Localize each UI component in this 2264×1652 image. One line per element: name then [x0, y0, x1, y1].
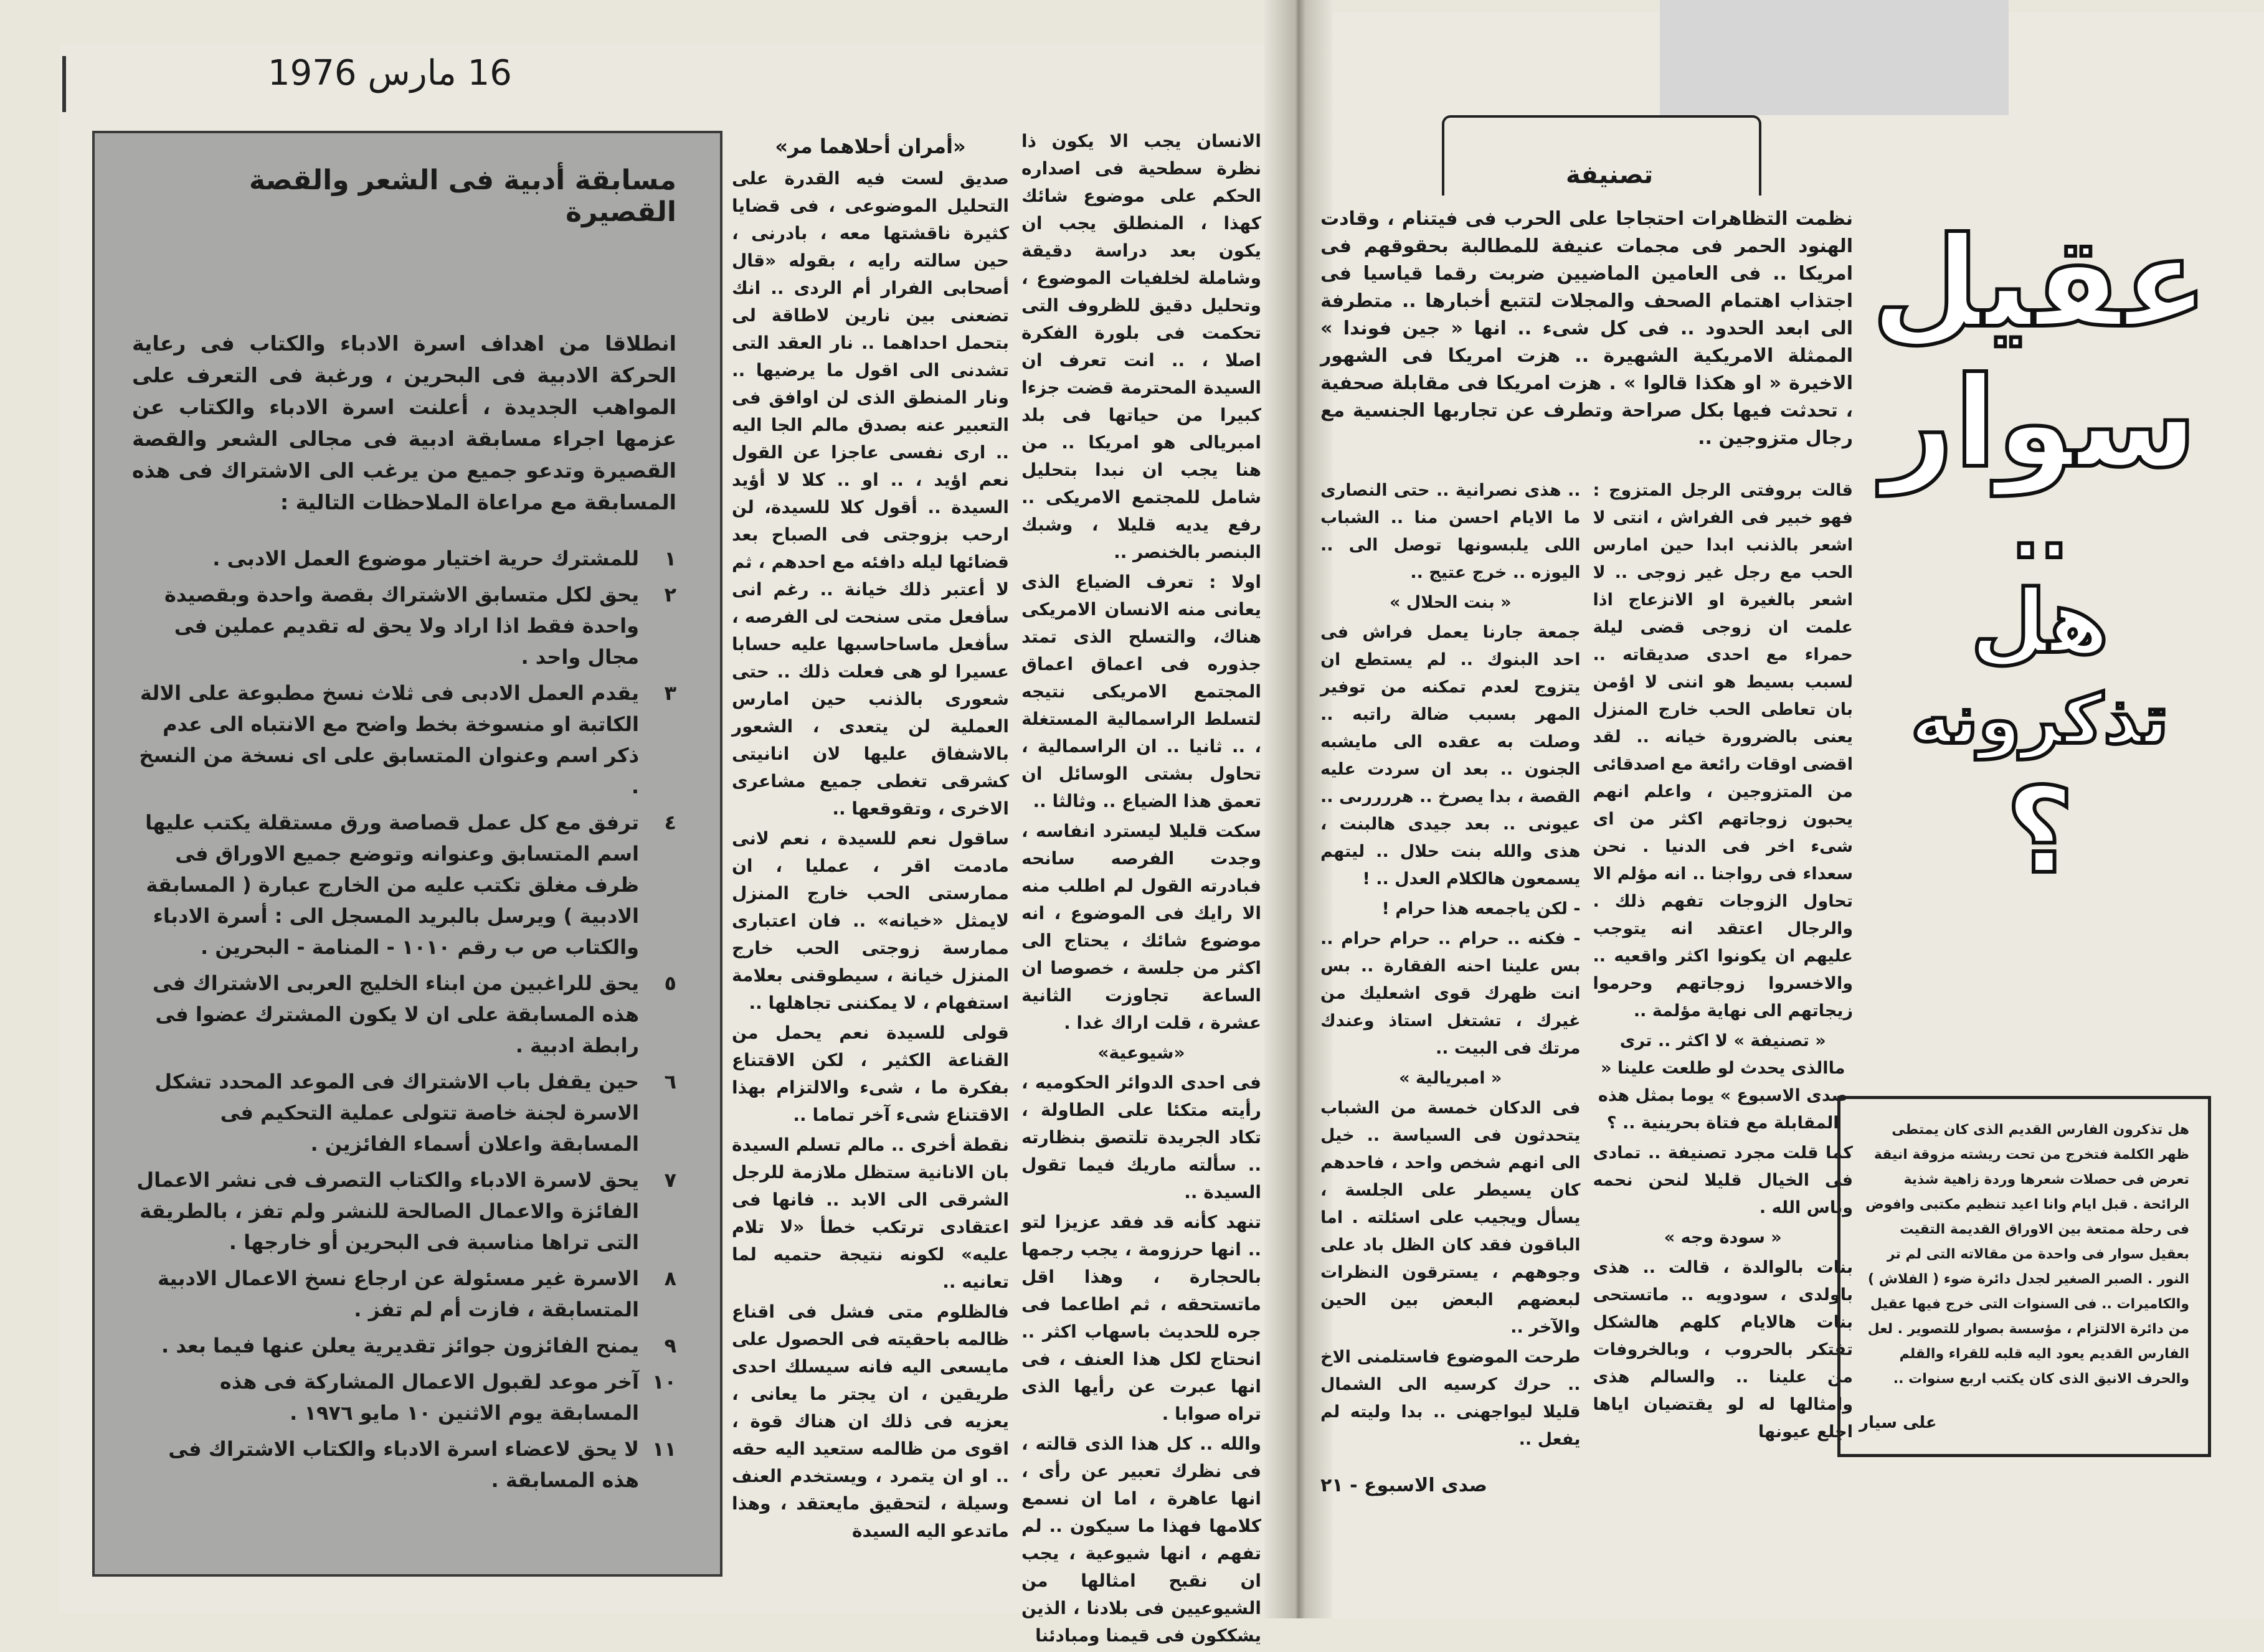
page-footer: صدى الاسبوع - ٢١	[1320, 1475, 1487, 1496]
paragraph: - فكنه .. حرام .. حرام حرام .. بس علينا احنه الفقارة .. بس انت ظهرك قوى اشعليك من غيرك ، تشتغل استاذ وعندك مرتك فى البيت ..	[1320, 929, 1581, 1058]
rule-number: ٧	[664, 1168, 676, 1192]
competition-rules	[132, 543, 676, 1496]
paragraph: تنهد كأنه قد فقد عزيزا لتو .. انها حرزومة ، يجب رجمها بالحجارة ، وهذا اقل ماتستحقه ، ثم اطاعما فى جره للحديث باسهاب اكثر .. انحتاج لكل هذا العنف ، فى انها عبرت عن رأيها الذى تراه صوابا .	[1021, 1212, 1261, 1424]
right-page-column-left	[1320, 477, 1581, 1456]
rule-number: ١٠	[651, 1370, 676, 1394]
rule-text: يحق للراغبين من ابناء الخليج العربى الاشتراك فى هذه المسابقة على ان لا يكون المشترك عضوا فى رابطة ادبية .	[152, 971, 639, 1057]
date-header: 16 مارس 1976	[268, 53, 512, 93]
competition-rule	[132, 1366, 676, 1428]
paragraph: فى احدى الدوائر الحكوميه ، رأيته متكئا على الطاولة ، تكاد الجريدة تلتصق بنظارته .. سألته ماريك فيما تقول السيدة ..	[1021, 1072, 1261, 1202]
rule-text: حين يقفل باب الاشتراك فى الموعد المحدد تشكل الاسرة لجنة خاصة تتولى عملية التحكيم فى المسابقة واعلان أسماء الفائزين .	[154, 1070, 639, 1156]
rule-text: للمشترك حرية اختيار موضوع العمل الادبى .	[212, 547, 639, 570]
paragraph: والله .. كل هذا الذى قالته ، فى نظرك تعبير عن رأى ، انها عاهرة ، اما ان نسمع كلامها فهذا ما سيكون .. لم تفهم ، انها شيوعية ، يجب ان نقبح امثالها من الشيوعيين فى بلادنا ، الذين يشككون فى قيمنا ومبادئنا	[1021, 1433, 1261, 1646]
rule-text: يحق لكل متسابق الاشتراك بقصة واحدة وبقصيدة واحدة فقط اذا اراد ولا يحق له تقديم عملين فى مجال واحد .	[164, 583, 639, 669]
feature-title	[1862, 210, 2217, 900]
paragraph: قولى للسيدة نعم يحمل من القناعة الكثير ، لكن الاقتناع بفكرة ما ، شىء والالتزام بهذا الاقتناع شىء آخر تماما ..	[732, 1022, 1009, 1125]
right-page-columns	[1320, 477, 1853, 1456]
rule-number: ١	[664, 547, 676, 570]
paragraph: نقطة أخرى .. مالم تسلم السيدة بان الانانية ستظل ملازمة للرجل الشرقى الى الابد .. فانها فى اعتقادى ترتكب خطأ «لا تلام عليه» لكونه نتيجة حتميه لما تعانيه ..	[732, 1135, 1009, 1292]
paragraph: « امبريالية »	[1399, 1069, 1502, 1088]
rule-text: لا يحق لاعضاء اسرة الادباء والكتاب الاشتراك فى هذه المسابقة .	[168, 1437, 639, 1492]
title-word: هل	[1970, 572, 2110, 673]
competition-rule	[132, 677, 676, 802]
paragraph: طرحت الموضوع فاستلمنى الاخ .. حرك كرسيه الى الشمال قليلا ليواجهنى .. بدا وليته لم يفعل ..	[1320, 1348, 1581, 1449]
rule-number: ٦	[664, 1070, 676, 1093]
feature-box-text: هل تذكرون الفارس القديم الذى كان يمتطى ظهر الكلمة فتخرج من تحت ريشته مزوقة انيقة تعرض فى حصلات شعرها وردة زاهية شذية الرائحة . قبل ايام وانا اعيد تنظيم مكتبى وافوض فى رحلة ممتعة بين الاوراق القديمة التقيت بعقيل سوار فى واحدة من مقالاته التى لم تر النور . الصبر الصغير لجدل دائرة ضوء ( الفلاش ) والكاميرات .. فى السنوات التى خرج فيها عقيل من دائرة الالتزام ، مؤسسة بصوار للتصوير . لعل الفارس القديم يعود اليه قلبه للقراء والقلم والحرف الانيق الذى كان يكتب اربع سنوات ..	[1865, 1122, 2189, 1387]
competition-rule	[132, 1263, 676, 1325]
rule-number: ٥	[664, 971, 676, 995]
title-word: تذكرونه	[1911, 679, 2169, 759]
competition-rule	[132, 968, 676, 1061]
competition-rule	[132, 807, 676, 963]
competition-box	[92, 131, 722, 1577]
title-word: عقيل	[1871, 210, 2209, 356]
competition-intro: انطلاقا من اهداف اسرة الادباء والكتاب فى رعاية الحركة الادبية فى البحرين ، ورغبة فى التعرف على المواهب الجديدة ، أعلنت اسرة الادباء والكتاب عن عزمها اجراء مسابقة ادبية فى مجالى الشعر والقصة القصيرة وتدعو جميع من يرغب الى الاشتراك فى هذه المسابقة مع مراعاة الملاحظات التالية :	[132, 331, 676, 514]
paragraph: .. هذى نصرانية .. حتى النصارى ما الايام احسن منا .. الشباب اللى يلبسونها توصل الى .. اليوزه .. خرج عتيج ..	[1320, 481, 1581, 582]
feature-box	[1837, 1096, 2211, 1457]
rule-number: ٩	[664, 1334, 676, 1357]
paragraph: «شيوعية»	[1097, 1042, 1185, 1063]
redaction-patch	[1660, 0, 2009, 115]
rule-text: آخر موعد لقبول الاعمال المشاركة فى هذه المسابقة يوم الاثنين ١٠ مايو ١٩٧٦ .	[219, 1370, 639, 1425]
competition-rule	[132, 579, 676, 673]
rule-number: ١١	[651, 1437, 676, 1461]
rule-text: ترفق مع كل عمل قصاصة ورق مستقلة يكتب عليها اسم المتسابق وعنوانه وتوضع جميع الاوراق فى ظرف مغلق تكتب عليه من الخارج عبارة ( المسابقة الادبية ) ويرسل بالبريد المسجل الى : أسرة الادباء والكتاب ص ب رقم ١٠١٠ - المنامة - البحرين .	[145, 811, 639, 959]
rule-number: ٤	[664, 811, 676, 834]
paragraph: كما قلت مجرد تصنيفة .. تمادى فى الخيال قليلا لنحن نحمه وناس الله .	[1593, 1143, 1853, 1217]
column-body	[732, 165, 1009, 1545]
rule-number: ٢	[664, 583, 676, 607]
column-heading: «أمران أحلاهما مر»	[775, 135, 966, 158]
paragraph: اولا : تعرف الضياع الذى يعانى منه الانسان الامريكى هناك، والتسلح الذى تمتد جذوره فى اعماق اعماق المجتمع الامريكى نتيجه لتسلط الراسمالية المستغلة ، .. ثانيا .. ان الراسمالية ، تحاول بشتى الوسائل ان تعمق هذا الضياع .. وثالثا ..	[1021, 572, 1261, 811]
rule-number: ٨	[664, 1267, 676, 1290]
rule-text: يمنح الفائزون جوائز تقديرية يعلن عنها فيما بعد .	[161, 1334, 639, 1357]
paragraph: صديق لست فيه القدرة على التحليل الموضوعى ، فى قضايا كثيرة ناقشتها معه ، بادرنى ، حين سالته رايه ، بقوله «قال أصحابى الفرار أم الردى .. انك تضعنى بين نارين لاطاقة لى بتحمل احداهما .. نار العقد التى تشدنى الى اقول ما يرضيها .. ونار المنطق الذى لن اوافق فى التعبير عنه بصدق مالم الجا اليه .. ارى نفسى عاجزا عن القول نعم اؤيد ، .. او .. كلا لا أؤيد السيدة .. أقول كلا للسيدة، لن ارحب بزوجتى فى الصباح بعد قضائها ليله دافئه مع احدهم ، ثم لا أعتبر ذلك خيانة .. رغم انى سأفعل متى سنحت لى الفرصه ، سأفعل ماساحاسبها عليه حسابا عسيرا لو هى فعلت ذلك .. حتى شعورى بالذنب حين امارس العملية لن يتعدى ، الشعور بالاشفاق عليها لان انانيتى كشرقى تغطى جميع مشاعرى الاخرى ، وتقوقعها ..	[732, 168, 1009, 819]
rule-number: ٣	[664, 681, 676, 705]
paragraph: ساقول نعم للسيدة ، نعم لانى مادمت اقر ، عمليا ، ان ممارستى الحب خارج المنزل لايمثل «خيانه» .. فان اعتبارى ممارسة زوجتى الحب خارج المنزل خيانة ، سيطوقنى بعلامة استفهام ، لا يمكننى تجاهلها ..	[732, 828, 1009, 1013]
column-body	[1021, 128, 1261, 1650]
paragraph: الانسان يجب الا يكون ذا نظرة سطحية فى اصداره الحكم على موضوع شائك كهذا ، المنطلق يجب ان يكون بعد دراسة دقيقة وشاملة لخلفيات الموضوع ، وتحليل دقيق للظروف التى تحكمت فى بلورة الفكرة اصلا ، .. انت تعرف ان السيدة المحترمة قضت جزءا كبيرا من حياتها فى بلد امبريالى هو امريكا .. من هنا يجب ان نبدا بتحليل شامل للمجتمع الامريكى .. رفع يديه قليلا ، وشبك البنصر بالخنصر ..	[1021, 131, 1261, 562]
title-word: سوار	[1882, 351, 2197, 496]
competition-rule	[132, 1066, 676, 1159]
lead-paragraph: نظمت التظاهرات احتجاجا على الحرب فى فيتنام ، وقادت الهنود الحمر فى مجمات عنيفة للمطالبة بحقوقهم فى امريكا .. فى العامين الماضيين ضربت رقما قياسيا فى اجتذاب اهتمام الصحف والمجلات لتتبع أخبارها .. متطرفة الى ابعد الحدود .. فى كل شىء .. انها « جين فوندا » الممثلة الامريكية الشهيرة .. هزت امريكا فى الشهور الاخيرة « او هكذا قالوا » . هزت امريكا فى مقابلة صحفية ، تحدثت فيها بكل صراحة وتطرف عن تجاربها الجنسية مع رجال متزوجين ..	[1320, 208, 1853, 449]
paragraph: قالت بروفتى الرجل المتزوج : فهو خبير فى الفراش ، انتى لا اشعر بالذنب ابدا حين امارس الحب مع رجل غير زوجى .. لا اشعر بالغيرة او الانزعاج اذا علمت ان زوجى قضى ليلة حمراء مع احدى صديقاته .. لسبب بسيط هو اننى لا اؤمن بان تعاطى الحب خارج المنزل يعنى بالضرورة خيانه .. لقد اقضى اوقات رائعة مع اصدقائى من المتزوجين ، واعلم انهم يحبون زوجاتهم اكثر من اى شىء اخر فى الدنيا . نحن سعداء فى رواجنا .. انه مؤلم الا تحاول الزوجات تفهم ذلك . والرجال اعتقد انه يتوجب عليهم ان يكونوا اكثر واقعيه .. والاخسروا زوجاتهم وحرموا زيجاتهم الى نهاية مؤلمة ..	[1593, 481, 1853, 1021]
paragraph: جمعة جارنا يعمل فراش فى احد البنوك .. لم يستطع ان يتزوج لعدم تمكنه من توفير المهر بسبب ضالة راتبه .. وصلت به عقده الى مايشبه الجنون .. بعد ان سردت عليه القصة ، بدا يصرخ .. هررررىى .. عيونى .. بعد جيدى هالبنت ، هذى والله بنت حلال .. ليتهم يسمعون هالكلام العدل .. !	[1320, 623, 1581, 889]
paragraph: سكت قليلا ليسترد انفاسه ، وجدت الفرصه سانحه فبادرته القول لم اطلب منه الا رايك فى الموضوع ، انه موضوع شائك ، يحتاج الى اكثر من جلسة ، خصوصا ان الساعة تجاوزت الثانية عشرة ، قلت اراك غدا .	[1021, 821, 1261, 1033]
rule-text: يقدم العمل الادبى فى ثلاث نسخ مطبوعة على الالة الكاتبة او منسوخة بخط واضح مع الانتباه الى عدم ذكر اسم وعنوان المتسابق على اى نسخة من النسخ .	[139, 681, 639, 798]
paragraph: فالظلوم متى فشل فى اقناع ظالمه باحقيته فى الحصول على مايسعى اليه فانه سيسلك احدى طريقين ، ان يجتر ما يعانى ، يعزيه فى ذلك ان هناك قوة ، اقوى من ظالمه ستعيد اليه حقه .. او ان يتمرد ، ويستخدم العنف وسيلة ، لتحقيق مايعتقد ، وهذا ماتدعو اليه السيدة	[732, 1301, 1009, 1541]
right-page-column-right	[1593, 477, 1854, 1456]
rule-text: يحق لاسرة الادباء والكتاب التصرف فى نشر الاعمال الفائزة والاعمال الصالحة للنشر ولم تفز ، بالطريقة التى تراها مناسبة فى البحرين أو خارجها .	[136, 1168, 639, 1254]
author-signature: على سيار	[1859, 1414, 1937, 1432]
paragraph: بنات بالوالدة ، قالت .. هذى باولدى ، سودويه .. ماتستحى بنات هالايام كلهم هالشكل تفتكر بالحروب ، وبالخروفات من علينا .. والسالم هذى وامثالها له لو يقتضيان اياها اجلع عيونها	[1593, 1258, 1853, 1442]
paragraph: « سودة وجه »	[1664, 1228, 1782, 1247]
paragraph: « بنت الحلال »	[1389, 593, 1512, 612]
right-page-article	[1320, 205, 1853, 1496]
title-dots: ..	[2011, 489, 2068, 575]
rule-text: الاسرة غير مسئولة عن ارجاع نسخ الاعمال الادبية المتسابقة ، فازت أم لم تفز .	[157, 1267, 639, 1321]
article-column-right	[1021, 128, 1261, 1652]
competition-rule	[132, 543, 676, 574]
competition-rule	[132, 1164, 676, 1258]
competition-rule	[132, 1433, 676, 1496]
competition-rule	[132, 1330, 676, 1361]
paragraph: « تصنيفة » لا اكثر .. ترى ماالذى يحدث لو طلعت علينا « صدى الاسبوع » يوما بمثل هذه المقابلة مع فتاة بحرينية .. ؟	[1598, 1031, 1848, 1133]
paragraph: - لكن ياجمعه هذا حرام !	[1381, 899, 1581, 918]
page-edge-mark	[62, 56, 66, 112]
paragraph: فى الدكان خمسة من الشباب يتحدثون فى السياسة .. خيل الى انهم شخص واحد ، فاحدهم كان يسيطر على الجلسة ، يسأل ويجيب على اسئلته . اما الباقون فقد كان الظل باد على وجوههم ، يسترقون النظرات لبعضهم البعض بين الحين والآخر ..	[1320, 1098, 1581, 1337]
article-column-middle	[732, 128, 1009, 1547]
competition-title: مسابقة أدبية فى الشعر والقصة القصيرة	[249, 164, 676, 228]
title-question-mark: ؟	[2005, 762, 2075, 900]
section-label: تصنيفة	[1557, 161, 1662, 189]
